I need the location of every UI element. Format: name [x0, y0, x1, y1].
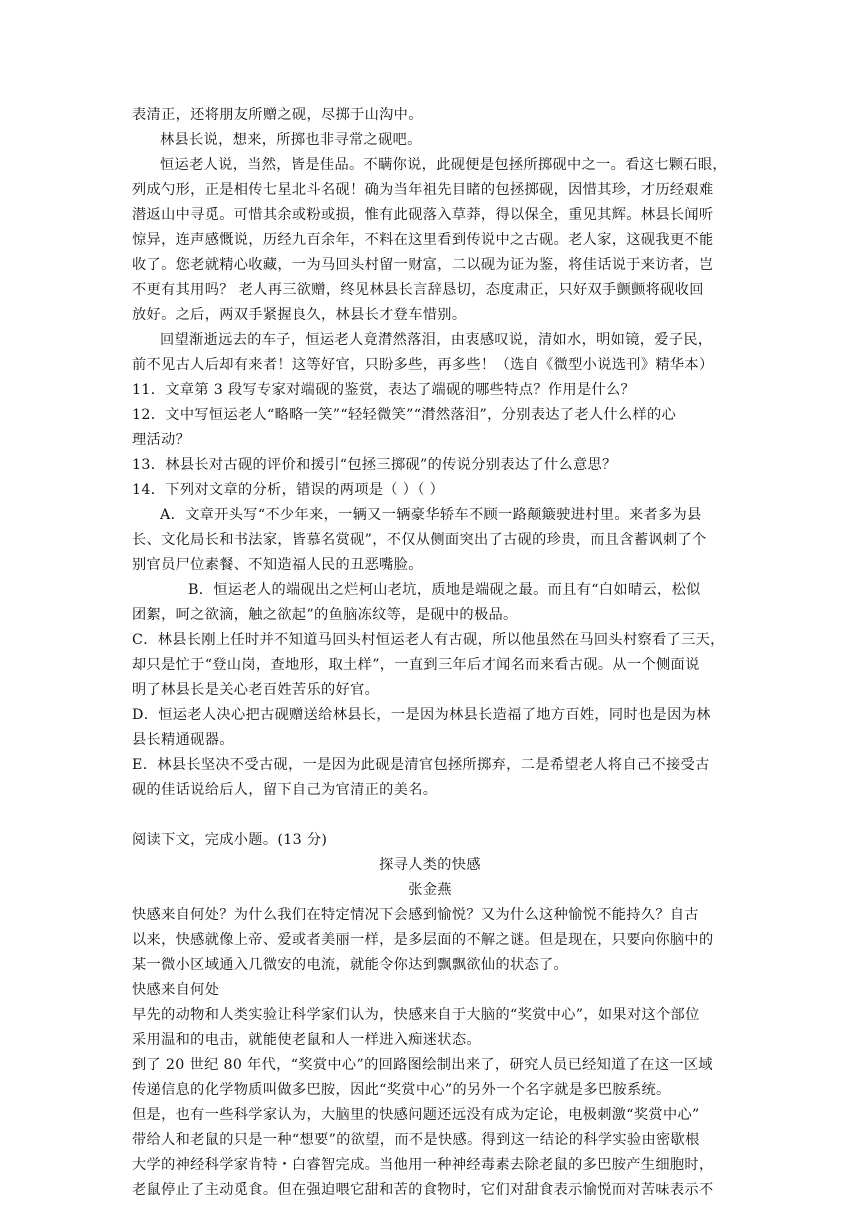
option-a: A．文章开头写“不少年来，一辆又一辆豪华轿车不顾一路颠簸驶进村里。来者多为县 [160, 507, 702, 523]
text-line: 团絮，呵之欲滴，触之欲起”的鱼脑冻纹等，是砚中的极品。 [132, 607, 518, 623]
text-line: 老鼠停止了主动觅食。但在强迫喂它甜和苦的食物时，它们对甜食表示愉悦而对苦味表示不 [132, 1182, 714, 1198]
text-line: 收了。您老就精心收藏，一为马回头村留一财富，二以砚为证为鉴，将佳话说于来访者，岂 [132, 257, 714, 273]
text-line: 快感来自何处？为什么我们在特定情况下会感到愉悦？又为什么这种愉悦不能持久？自古 [132, 907, 699, 923]
article-author: 张金燕 [408, 882, 452, 898]
text-line: 长、文化局长和书法家，皆慕名赏砚”，不仅从侧面突出了古砚的珍贵，而且含蓄讽刺了个 [132, 532, 707, 548]
section-heading: 快感来自何处 [132, 982, 220, 998]
text-line: 带给人和老鼠的只是一种“想要”的欲望，而不是快感。得到这一结论的科学实验由密歇根 [132, 1132, 700, 1148]
text-line: 不更有其用吗？ 老人再三欲赠，终见林县长言辞恳切，态度肃正，只好双手颤颤将砚收回 [132, 282, 704, 298]
text-line: 砚的佳话说给后人，留下自己为官清正的美名。 [132, 782, 438, 798]
question-13: 13．林县长对古砚的评价和援引“包拯三掷砚”的传说分别表达了什么意思？ [132, 457, 617, 473]
question-14: 14．下列对文章的分析，错误的两项是（ ）（ ） [132, 482, 445, 498]
option-c: C．林县长刚上任时并不知道马回头村恒运老人有古砚，所以他虽然在马回头村察看了三天， [132, 632, 725, 648]
text-line: 理活动？ [132, 432, 191, 448]
option-d: D．恒运老人决心把古砚赠送给林县长，一是因为林县长造福了地方百姓，同时也是因为林 [132, 707, 711, 723]
text-line: 恒运老人说，当然，皆是佳品。不瞒你说，此砚便是包拯所掷砚中之一。看这七颗石眼， [160, 157, 727, 173]
text-line: 以来，快感就像上帝、爱或者美丽一样，是多层面的不解之谜。但是现在，只要向你脑中的 [132, 932, 714, 948]
text-line: 前不见古人后却有来者！这等好官，只盼多些，再多些！（选自《微型小说选刊》精华本） [132, 357, 714, 373]
text-line: 采用温和的电击，就能使老鼠和人一样进入痴迷状态。 [132, 1032, 481, 1048]
section-instruction: 阅读下文，完成小题。(13 分) [132, 832, 328, 848]
article-title: 探寻人类的快感 [379, 857, 481, 873]
text-line: 但是，也有一些科学家认为，大脑里的快感问题还远没有成为定论，电极刺激“奖赏中心” [132, 1107, 700, 1123]
text-line: 却只是忙于“登山岗，查地形，取土样”，一直到三年后才闻名而来看古砚。从一个侧面说 [132, 657, 700, 673]
text-line: 林县长说，想来，所掷也非寻常之砚吧。 [160, 132, 422, 148]
text-line: 表清正，还将朋友所赠之砚，尽掷于山沟中。 [132, 107, 423, 123]
text-line: 到了 20 世纪 80 年代，“奖赏中心”的回路图绘制出来了，研究人员已经知道了在这一区域 [132, 1057, 713, 1073]
question-12: 12．文中写恒运老人“略略一笑”“轻轻微笑”“潸然落泪”，分别表达了老人什么样的心 [132, 407, 677, 423]
text-line: 放好。之后，两双手紧握良久，林县长才登车惜别。 [132, 307, 467, 323]
text-line: 明了林县长是关心老百姓苦乐的好官。 [132, 682, 380, 698]
option-b: B．恒运老人的端砚出之烂柯山老坑，质地是端砚之最。而且有“白如晴云，松似 [188, 582, 701, 598]
text-line: 某一微小区域通入几微安的电流，就能令你达到飘飘欲仙的状态了。 [132, 957, 569, 973]
text-line: 县长精通砚器。 [132, 732, 234, 748]
text-line: 列成勺形，正是相传七星北斗名砚！确为当年祖先目睹的包拯掷砚，因惜其珍，才历经艰难 [132, 182, 714, 198]
text-line: 大学的神经科学家肯特・白睿智完成。当他用一种神经毒素去除老鼠的多巴胺产生细胞时， [132, 1157, 714, 1173]
text-line: 潜返山中寻觅。可惜其余或粉或损，惟有此砚落入草莽，得以保全，重见其辉。林县长闻听 [132, 207, 714, 223]
text-line: 惊异，连声感慨说，历经九百余年，不料在这里看到传说中之古砚。老人家，这砚我更不能 [132, 232, 714, 248]
text-line: 别官员尸位素餐、不知造福人民的丑恶嘴脸。 [132, 557, 423, 573]
text-line: 回望渐逝远去的车子，恒运老人竟潸然落泪，由衷感叹说，清如水，明如镜，爱子民， [160, 332, 713, 348]
question-11: 11．文章第 3 段写专家对端砚的鉴赏，表达了端砚的哪些特点？作用是什么？ [132, 382, 636, 398]
text-line: 传递信息的化学物质叫做多巴胺，因此“奖赏中心”的另外一个名字就是多巴胺系统。 [132, 1082, 671, 1098]
option-e: E．林县长坚决不受古砚，一是因为此砚是清官包拯所掷弃，二是希望老人将自己不接受古 [132, 757, 710, 773]
text-line: 早先的动物和人类实验让科学家们认为，快感来自于大脑的“奖赏中心”，如果对这个部位 [132, 1007, 700, 1023]
